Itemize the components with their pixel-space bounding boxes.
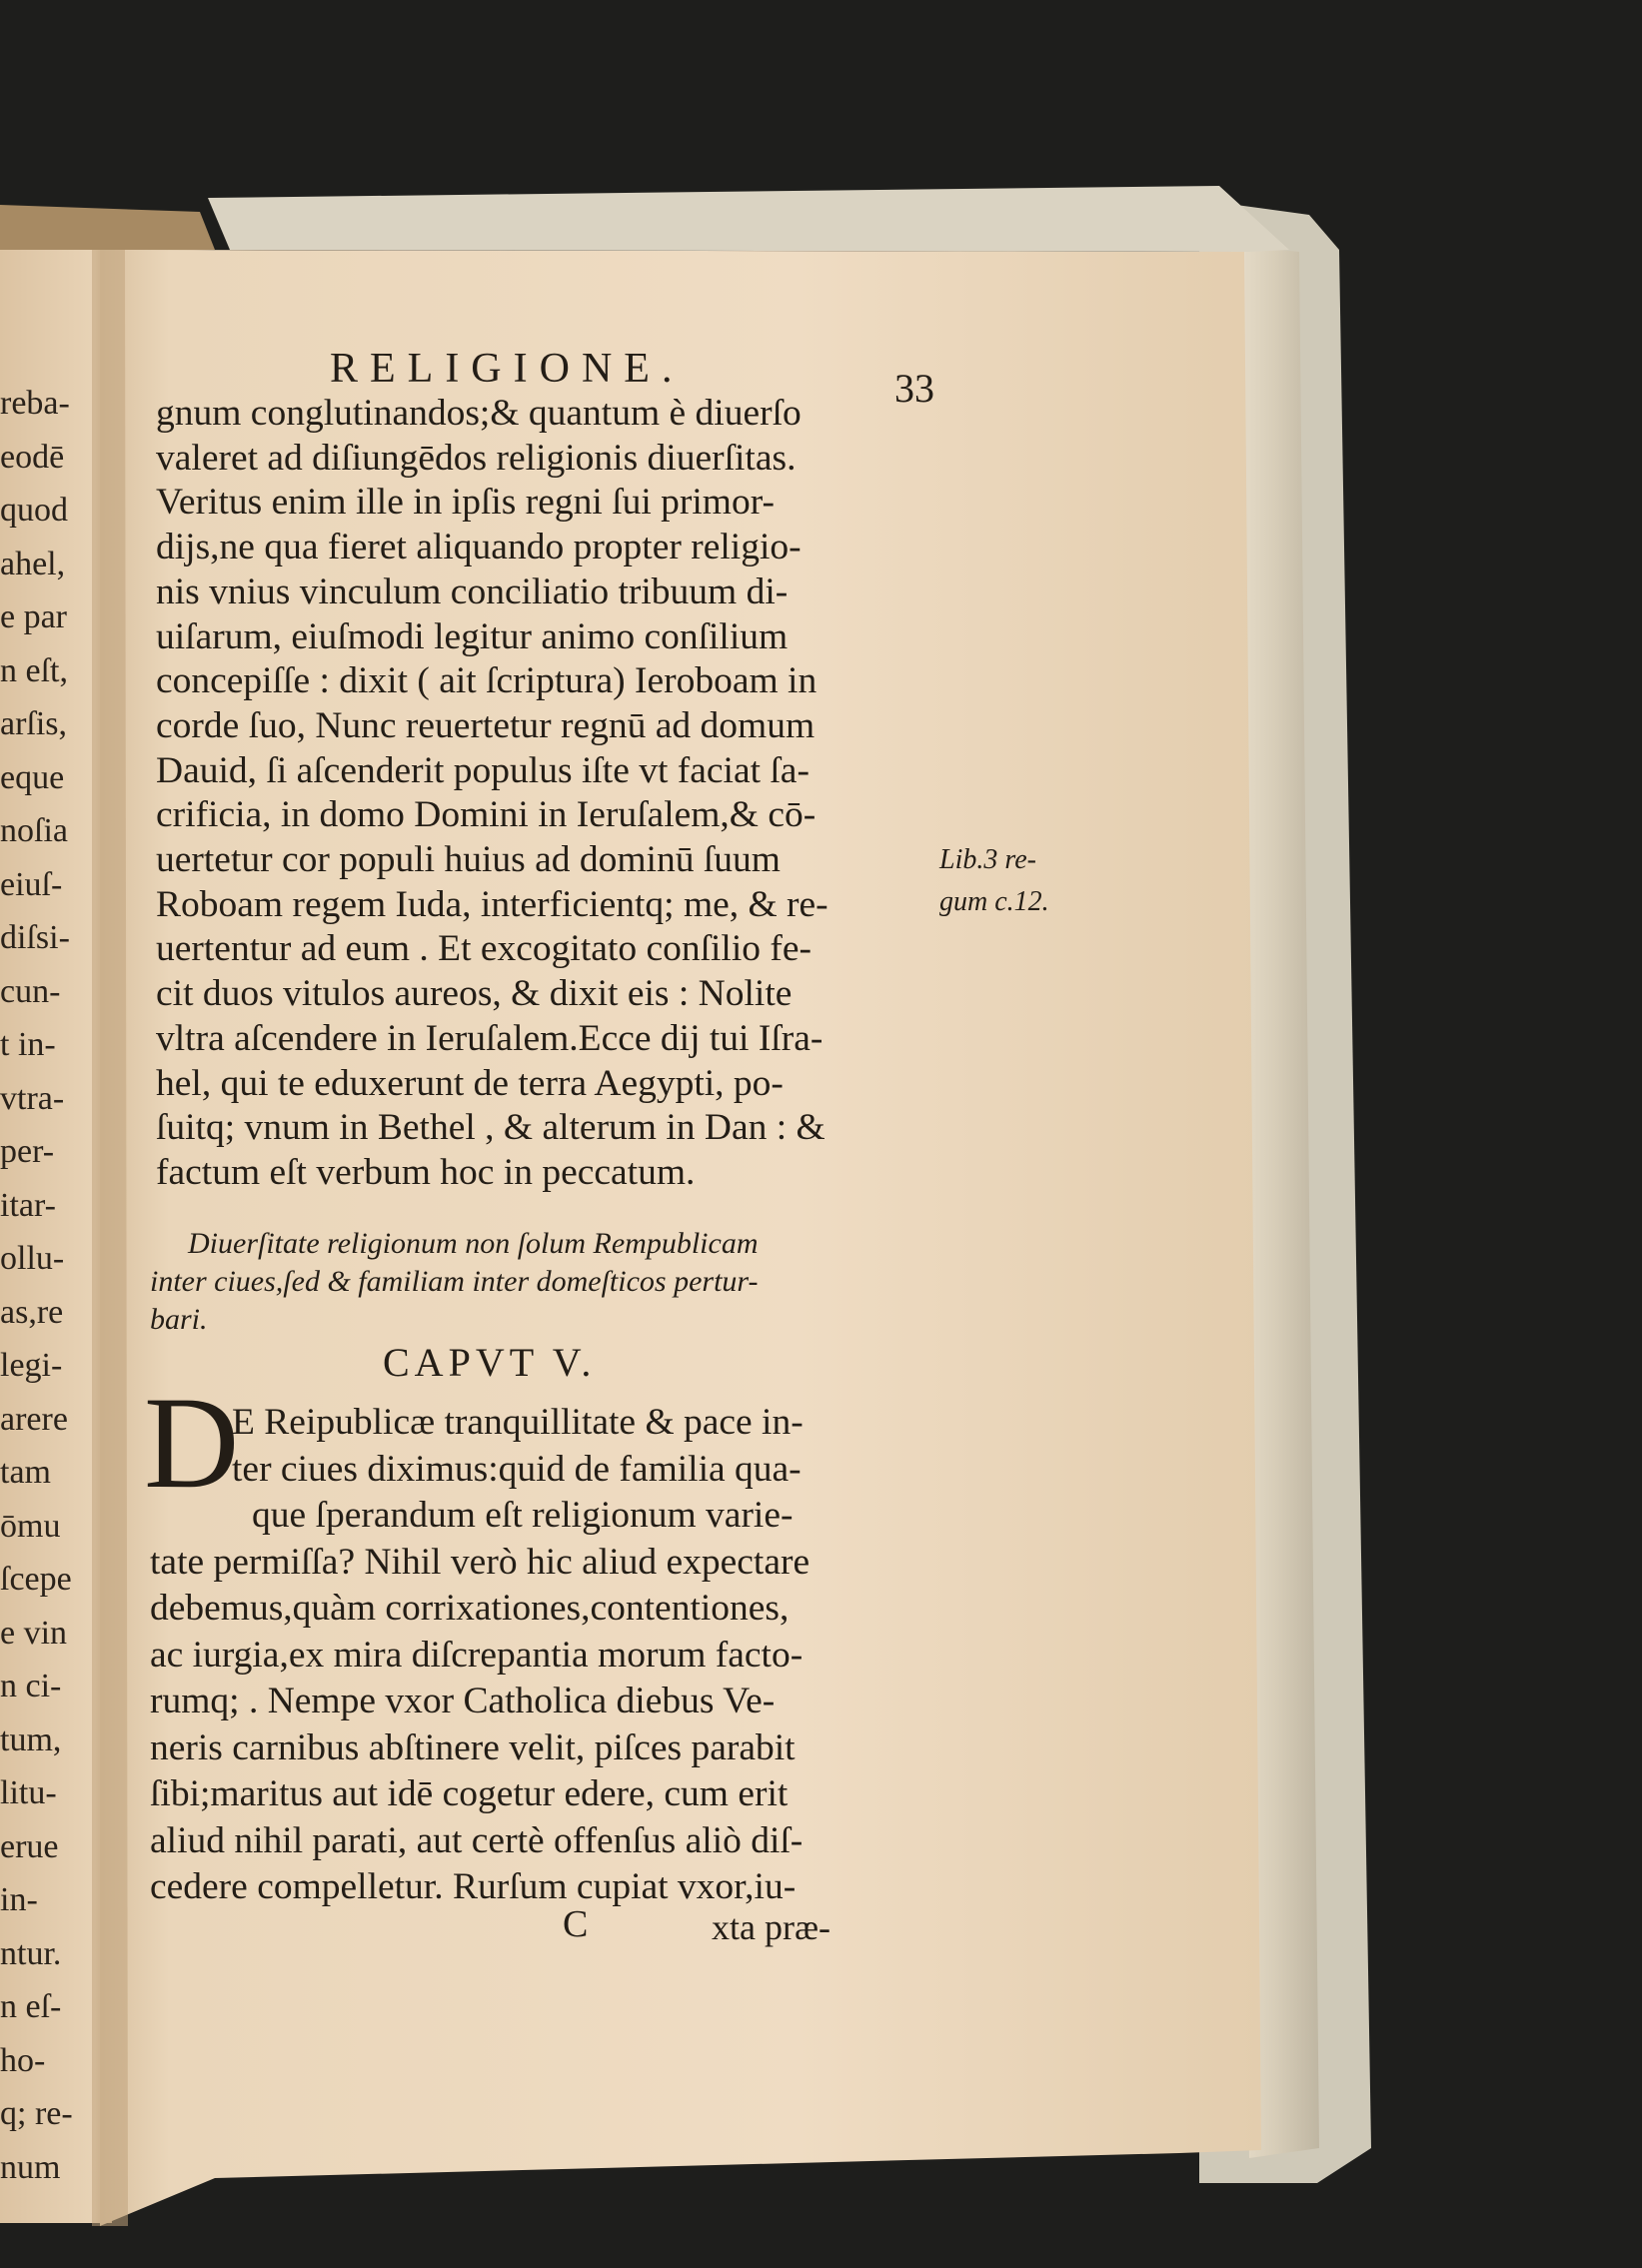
- left-page-fragment: q; re-: [0, 2095, 73, 2132]
- left-page-fragment: vtra-: [0, 1079, 65, 1117]
- left-page-fragment: tum,: [0, 1720, 62, 1758]
- body-line: corde ſuo, Nunc reuertetur regnū ad domum: [156, 704, 816, 746]
- chapter-line: aliud nihil parati, aut certè offenſus aliò diſ-: [150, 1819, 804, 1861]
- left-page-fragment: reba-: [0, 385, 70, 422]
- left-page-fragment: ahel,: [0, 545, 66, 582]
- left-page-fragment: ollu-: [0, 1240, 65, 1277]
- left-page-fragment: itar-: [0, 1186, 56, 1224]
- chapter-line: ac iurgia,ex mira diſcrepantia morum facto-: [150, 1634, 804, 1676]
- left-page-fragment: cun-: [0, 972, 61, 1010]
- chapter-line: neris carnibus abſtinere velit, piſces parabit: [150, 1726, 796, 1768]
- body-line: nis vnius vinculum conciliatio tribuum di-: [156, 570, 789, 612]
- left-page-fragment: e par: [0, 598, 68, 635]
- body-line: Veritus enim ille in ipſis regni ſui primor-: [156, 482, 775, 524]
- left-page-fragment: e vin: [0, 1614, 68, 1652]
- left-page-fragment: num: [0, 2148, 61, 2186]
- left-page-fragment: arere: [0, 1400, 68, 1438]
- left-page-fragment: tam: [0, 1454, 51, 1491]
- body-line: dijs,ne qua fieret aliquando propter religio-: [156, 527, 802, 568]
- left-page-fragment: diſsi-: [0, 919, 70, 956]
- left-page-fragment: n ci-: [0, 1668, 62, 1704]
- body-line: concepiſſe : dixit ( ait ſcriptura) Ieroboam in: [156, 660, 818, 702]
- page-number: 33: [894, 366, 934, 411]
- summary-line: bari.: [150, 1303, 208, 1336]
- catchword: xta præ-: [712, 1907, 830, 1947]
- summary-line: Diuerſitate religionum non ſolum Rempublicam: [188, 1227, 759, 1260]
- body-line: gnum conglutinandos;& quantum è diuerſo: [156, 393, 802, 434]
- body-line: valeret ad diſiungēdos religionis diuerſitas.: [156, 437, 797, 479]
- left-page-fragment: ſcepe: [0, 1561, 72, 1598]
- chapter-line: que ſperandum eſt religionum varie-: [252, 1495, 794, 1536]
- left-page-fragment: ōmu: [0, 1507, 61, 1545]
- left-page-fragment: ho-: [0, 2041, 46, 2079]
- left-page-fragment: eque: [0, 758, 65, 796]
- margin-note-line: gum c.12.: [939, 886, 1049, 917]
- body-line: Dauid, ſi aſcenderit populus iſte vt faciat ſa-: [156, 749, 810, 791]
- drop-cap: D: [144, 1369, 240, 1516]
- left-page-fragment: ntur.: [0, 1934, 62, 1972]
- margin-note-line: Lib.3 re-: [939, 844, 1036, 875]
- body-line: ſuitq; vnum in Bethel , & alterum in Dan : &: [156, 1107, 825, 1149]
- chapter-line: tate permiſſa? Nihil verò hic aliud expectare: [150, 1541, 811, 1583]
- chapter-line: ter ciues diximus:quid de familia qua-: [232, 1448, 802, 1490]
- signature-mark: C: [563, 1903, 589, 1945]
- left-page-fragment: eiuſ-: [0, 865, 63, 903]
- left-page-fragment: noſia: [0, 812, 68, 849]
- body-line: uertetur cor populi huius ad dominū ſuum: [156, 839, 781, 880]
- left-page-fragment: in-: [0, 1881, 38, 1918]
- chapter-heading: CAPVT V.: [383, 1340, 597, 1385]
- body-line: factum eſt verbum hoc in peccatum.: [156, 1151, 696, 1193]
- chapter-line: ſibi;maritus aut idē cogetur edere, cum erit: [150, 1773, 789, 1814]
- left-page-fragment: erue: [0, 1827, 59, 1865]
- chapter-line: debemus,quàm corrixationes,contentiones,: [150, 1588, 790, 1629]
- running-head: RELIGIONE.: [330, 346, 685, 392]
- left-page-fragment: per-: [0, 1133, 55, 1170]
- summary-line: inter ciues,ſed & familiam inter domeſticos pertur-: [150, 1265, 759, 1298]
- body-line: Roboam regem Iuda, interficientq; me, & re-: [156, 883, 828, 925]
- chapter-line: cedere compelletur. Rurſum cupiat vxor,iu-: [150, 1866, 797, 1907]
- chapter-line: rumq; . Nempe vxor Catholica diebus Ve-: [150, 1681, 776, 1721]
- left-page-fragment: eodē: [0, 438, 65, 476]
- left-page-fragment: t in-: [0, 1026, 56, 1063]
- left-page-fragment: litu-: [0, 1774, 57, 1811]
- left-page-fragment: arſis,: [0, 705, 68, 742]
- left-page-fragment: n eſ-: [0, 1988, 62, 2025]
- body-line: uiſarum, eiuſmodi legitur animo conſilium: [156, 615, 789, 657]
- left-page-fragment: legi-: [0, 1347, 63, 1384]
- left-page-fragment: n eſt,: [0, 651, 68, 689]
- body-line: vltra aſcendere in Ieruſalem.Ecce dij tui Iſra-: [156, 1017, 823, 1059]
- body-line: crificia, in domo Domini in Ieruſalem,& cō-: [156, 794, 817, 836]
- body-line: hel, qui te eduxerunt de terra Aegypti, po-: [156, 1062, 784, 1104]
- left-page-fragment: as,re: [0, 1293, 64, 1331]
- body-line: uertentur ad eum . Et excogitato conſilio fe-: [156, 928, 813, 970]
- body-line: cit duos vitulos aureos, & dixit eis : Nolite: [156, 973, 793, 1015]
- left-page-fragment: quod: [0, 492, 68, 529]
- chapter-line: E Reipublicæ tranquillitate & pace in-: [232, 1402, 804, 1443]
